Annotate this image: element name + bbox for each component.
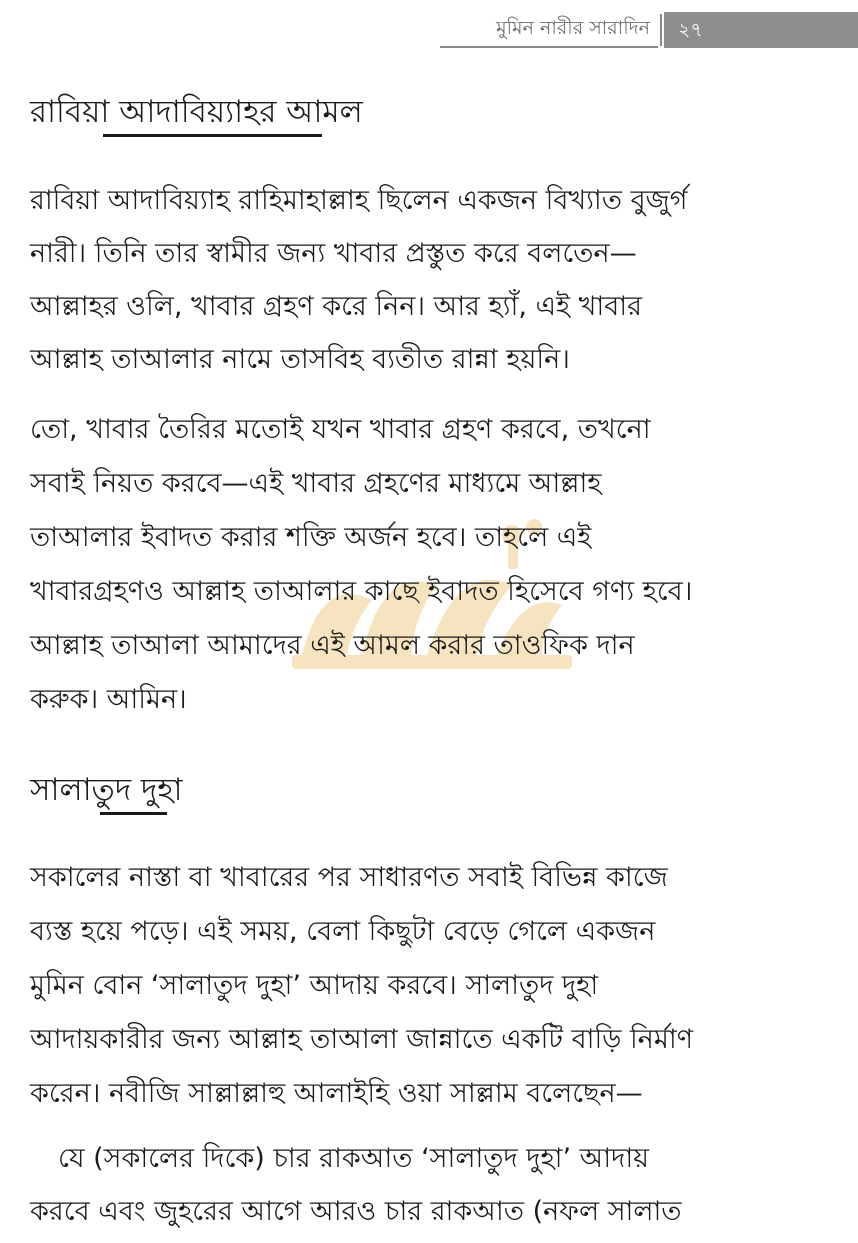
paragraph-line: তাআলার ইবাদত করার শক্তি অর্জন হবে। তাহলে এই (30, 522, 592, 553)
paragraph-line: আল্লাহ তাআলা আমাদের এই আমল করার তাওফিক দান (30, 630, 635, 661)
section-heading-salatud-duha: সালাতুদ দুহা (30, 772, 183, 808)
paragraph-line: আল্লাহর ওলি, খাবার গ্রহণ করে নিন। আর হ্যাঁ, এই খাবার (30, 291, 642, 322)
running-header (440, 12, 858, 48)
paragraph-line: করবে এবং জুহরের আগে আরও চার রাকআত (নফল সালাত (30, 1196, 682, 1227)
paragraph-line: তো, খাবার তৈরির মতোই যখন খাবার গ্রহণ করবে, তখনো (30, 414, 651, 445)
page-number: ২৭ (664, 12, 858, 48)
paragraph-line: করেন। নবীজি সাল্লাল্লাহু আলাইহি ওয়া সাল্লাম বলেছেন— (30, 1078, 643, 1109)
paragraph-line: যে (সকালের দিকে) চার রাকআত ‘সালাতুদ দুহা’ আদায় (58, 1143, 650, 1174)
paragraph-line: আল্লাহ তাআলার নামে তাসবিহ ব্যতীত রান্না হয়নি। (30, 344, 570, 375)
paragraph-line: সকালের নাস্তা বা খাবারের পর সাধারণত সবাই বিভিন্ন কাজে (30, 862, 668, 893)
header-divider (660, 14, 662, 46)
paragraph-line: রাবিয়া আদাবিয়্যাহ রাহিমাহাল্লাহ ছিলেন একজন বিখ্যাত বুজুর্গ (30, 185, 688, 216)
paragraph-line: সবাই নিয়ত করবে—এই খাবার গ্রহণের মাধ্যমে আল্লাহ (30, 468, 602, 499)
heading-underline (103, 134, 322, 137)
paragraph-line: ব্যস্ত হয়ে পড়ে। এই সময়, বেলা কিছুটা বেড়ে গেলে একজন (30, 916, 656, 947)
heading-underline (100, 812, 167, 815)
section-heading-rabia: রাবিয়া আদাবিয়্যাহর আমল (30, 94, 363, 130)
book-title: মুমিন নারীর সারাদিন (440, 12, 658, 48)
paragraph-line: মুমিন বোন ‘সালাতুদ দুহা’ আদায় করবে। সালাতুদ দুহা (30, 970, 599, 1001)
paragraph-line: খাবারগ্রহণও আল্লাহ তাআলার কাছে ইবাদত হিসেবে গণ্য হবে। (30, 576, 693, 607)
paragraph-line: করুক। আমিন। (30, 684, 187, 715)
paragraph-line: আদায়কারীর জন্য আল্লাহ তাআলা জান্নাতে একটি বাড়ি নির্মাণ (30, 1024, 694, 1055)
paragraph-line: নারী। তিনি তার স্বামীর জন্য খাবার প্রস্তুত করে বলতেন— (30, 238, 637, 269)
